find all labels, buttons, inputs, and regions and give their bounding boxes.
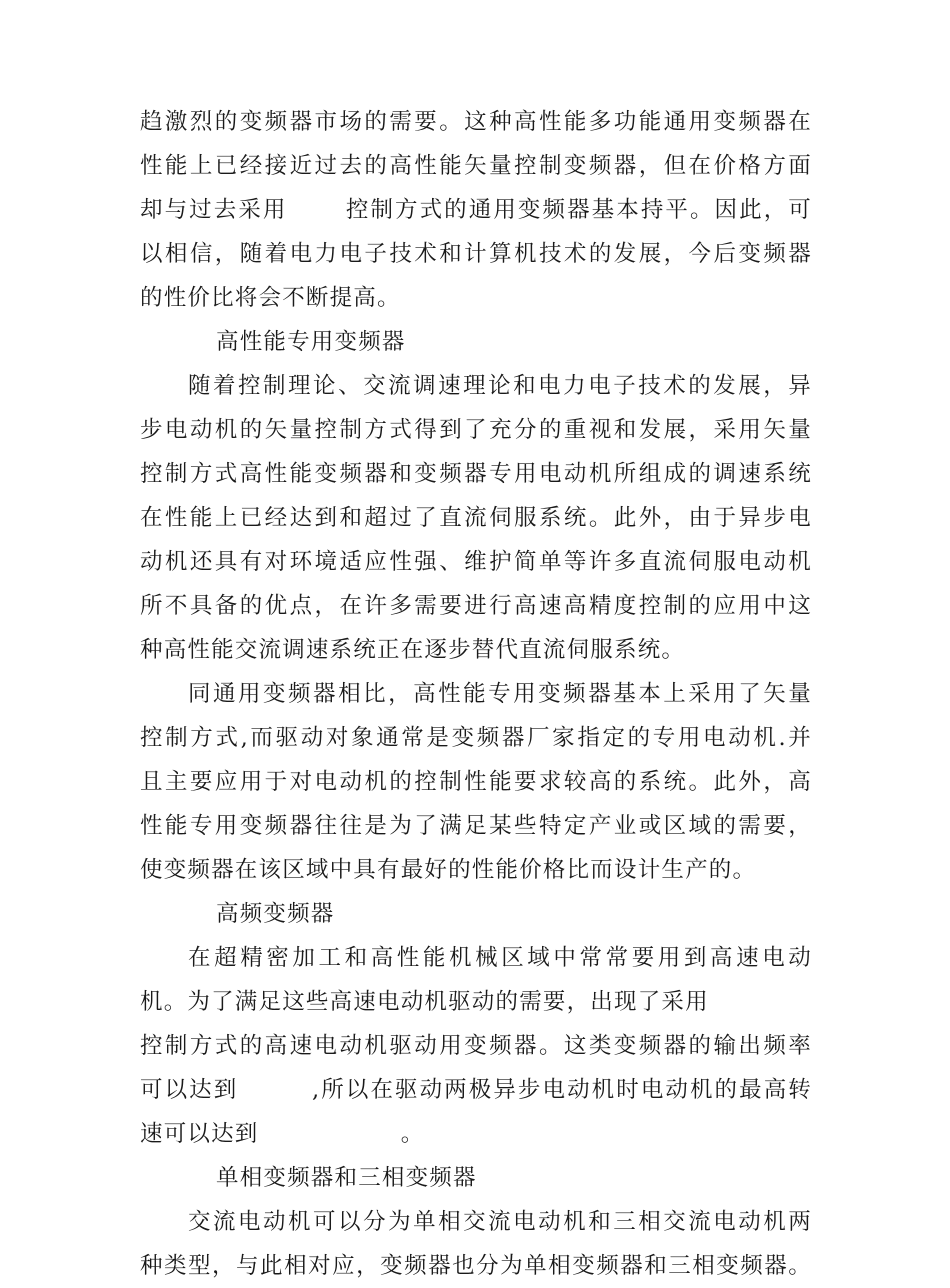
text-line: 性能上已经接近过去的高性能矢量控制变频器，但在价格方面 [140, 153, 812, 179]
section-heading: 单相变频器和三相变频器 [216, 1165, 477, 1191]
text-line: 使变频器在该区域中具有最好的性能价格比而设计生产的。 [140, 857, 757, 883]
text-line: 在性能上已经达到和超过了直流伺服系统。此外，由于异步电 [140, 505, 812, 531]
text-line: 性能专用变频器往往是为了满足某些特定产业或区域的需要， [140, 813, 812, 839]
text-line: 速可以达到 。 [140, 1121, 425, 1147]
text-line: 机。为了满足这些高速电动机驱动的需要，出现了采用 [140, 989, 709, 1015]
text-line: 却与过去采用 控制方式的通用变频器基本持平。因此，可 [140, 197, 812, 223]
text-line: 动机还具有对环境适应性强、维护简单等许多直流伺服电动机 [140, 549, 812, 575]
text-line: 趋激烈的变频器市场的需要。这种高性能多功能通用变频器在 [140, 109, 812, 135]
section-heading: 高频变频器 [216, 901, 335, 927]
text-line: 步电动机的矢量控制方式得到了充分的重视和发展，采用矢量 [140, 417, 812, 443]
text-line: 控制方式高性能变频器和变频器专用电动机所组成的调速系统 [140, 461, 812, 487]
text-line: 可以达到 ,所以在驱动两极异步电动机时电动机的最高转 [140, 1077, 812, 1103]
document-page [140, 100, 812, 1288]
text-line: 以相信，随着电力电子技术和计算机技术的发展，今后变频器 [140, 241, 812, 267]
text-line: 控制方式的高速电动机驱动用变频器。这类变频器的输出频率 [140, 1033, 812, 1059]
text-line: 在超精密加工和高性能机械区域中常常要用到高速电动 [188, 945, 812, 971]
text-line: 同通用变频器相比，高性能专用变频器基本上采用了矢量 [188, 681, 812, 707]
section-heading: 高性能专用变频器 [216, 329, 406, 355]
text-line: 随着控制理论、交流调速理论和电力电子技术的发展，异 [188, 373, 812, 399]
text-line: 且主要应用于对电动机的控制性能要求较高的系统。此外，高 [140, 769, 812, 795]
text-line: 种高性能交流调速系统正在逐步替代直流伺服系统。 [140, 637, 686, 663]
text-line: 所不具备的优点，在许多需要进行高速高精度控制的应用中这 [140, 593, 812, 619]
text-line: 的性价比将会不断提高。 [140, 285, 401, 311]
text-line: 控制方式,而驱动对象通常是变频器厂家指定的专用电动机.并 [140, 725, 812, 751]
text-line: 种类型，与此相对应，变频器也分为单相变频器和三相变频器。 [140, 1253, 812, 1279]
text-line: 交流电动机可以分为单相交流电动机和三相交流电动机两 [188, 1209, 812, 1235]
